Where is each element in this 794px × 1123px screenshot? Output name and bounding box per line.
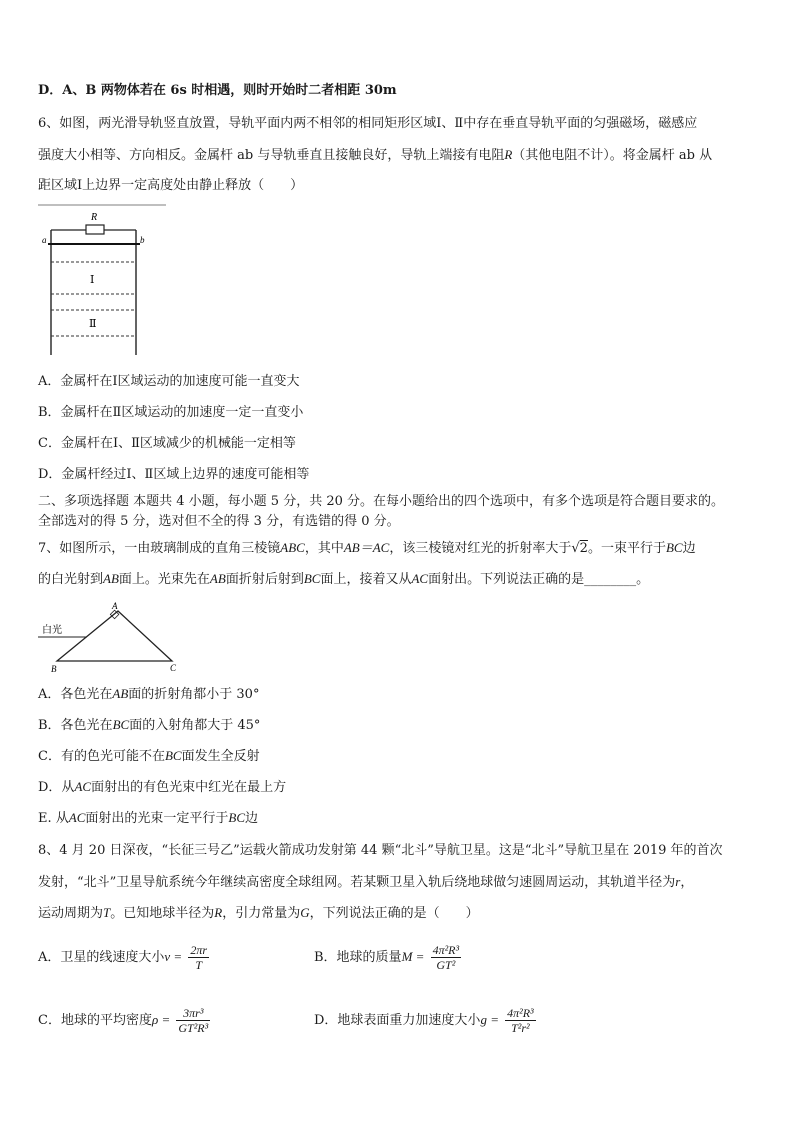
q8-stem-line2: 发射，“北斗”卫星导航系统今年继续高密度全球组网。若某颗卫星入轨后绕地球做匀速圆周运动，其轨道半径为r，	[38, 874, 694, 890]
q7-stem-line1: 7、如图所示，一由玻璃制成的直角三棱镜ABC，其中AB＝AC，该三棱镜对红光的折射率大于√2。一束平行于BC边	[38, 540, 696, 556]
q6-option-c: C．金属杆在Ⅰ、Ⅱ区域减少的机械能一定相等	[38, 436, 296, 451]
q6-option-d: D．金属杆经过Ⅰ、Ⅱ区域上边界的速度可能相等	[38, 467, 310, 482]
q6-stem-line3: 距区域Ⅰ上边界一定高度处由静止释放（ ）	[38, 178, 304, 193]
q5-option-d: D．A、B 两物体若在 6s 时相遇，则时开始时二者相距 30m	[38, 83, 397, 98]
q8-option-c: C．地球的平均密度ρ = $\frac{\text{3πr³}}{\text{GT²R³}}$	[38, 1006, 209, 1035]
label-region1: Ⅰ	[90, 273, 95, 286]
q7-option-d: D．从AC面射出的有色光束中红光在最上方	[38, 779, 287, 795]
resistor-symbol	[86, 225, 104, 234]
label-a: a	[42, 235, 47, 245]
q8-option-b: B．地球的质量M = $\frac{\text{4π²R³}}{\text{GT²}}$	[314, 943, 460, 972]
q6-option-b: B．金属杆在Ⅱ区域运动的加速度一定一直变小	[38, 405, 304, 420]
label-b: b	[140, 235, 145, 245]
q8-option-a: A．卫星的线速度大小v = $\frac{2\pi r}{T}$	[38, 943, 208, 972]
label-a: A	[112, 601, 118, 611]
q8-stem-line3: 运动周期为T。已知地球半径为R，引力常量为G，下列说法正确的是（ ）	[38, 905, 479, 921]
label-white-light: 白光	[42, 625, 62, 636]
formula-fraction: $\frac{\text{4π²R³}}{\text{T²r²}}$	[507, 1006, 534, 1035]
q8-stem-line1: 8、4 月 20 日深夜，“长征三号乙”运载火箭成功发射第 44 颗“北斗”导航卫星。这是“北斗”导航卫星在 2019 年的首次	[38, 843, 723, 858]
section2-heading-line1: 二、多项选择题 本题共 4 小题，每小题 5 分，共 20 分。在每小题给出的四个选项中，有多个选项是符合题目要求的。	[38, 494, 725, 509]
q7-option-a: A．各色光在AB面的折射角都小于 30°	[38, 686, 260, 702]
section2-heading-line2: 全部选对的得 5 分，选对但不全的得 3 分，有选错的得 0 分。	[38, 514, 400, 529]
q6-stem-line1: 6、如图，两光滑导轨竖直放置，导轨平面内两不相邻的相同矩形区域Ⅰ、Ⅱ中存在垂直导轨平面的匀强磁场，磁感应	[38, 116, 698, 131]
rails-figure	[36, 203, 171, 361]
q7-option-b: B．各色光在BC面的入射角都大于 45°	[38, 717, 261, 733]
sqrt-symbol: √	[571, 541, 580, 556]
prism-figure	[36, 599, 186, 675]
q7-option-c: C．有的色光可能不在BC面发生全反射	[38, 748, 260, 764]
label-region2: Ⅱ	[89, 317, 97, 330]
label-r: R	[91, 212, 98, 223]
q6-stem-line2: 强度大小相等、方向相反。金属杆 ab 与导轨垂直且接触良好，导轨上端接有电阻R（其他电阻不计）。将金属杆 ab 从	[38, 147, 713, 163]
formula-fraction: $\frac{\text{4π²R³}}{\text{GT²}}$	[432, 943, 460, 972]
q6-option-a: A．金属杆在Ⅰ区域运动的加速度可能一直变大	[38, 374, 300, 389]
label-c: C	[170, 663, 177, 673]
q8-option-d: D．地球表面重力加速度大小g = $\frac{\text{4π²R³}}{\text{T²r²}}$	[314, 1006, 534, 1035]
q7-option-e: E. 从AC面射出的光束一定平行于BC边	[38, 810, 259, 826]
formula-fraction: $\frac{2\pi r}{T}$	[190, 943, 208, 972]
label-b: B	[51, 664, 57, 674]
formula-fraction: $\frac{\text{3πr³}}{\text{GT²R³}}$	[178, 1006, 209, 1035]
q7-stem-line2: 的白光射到AB面上。光束先在AB面折射后射到BC面上，接着又从AC面射出。下列说法正确的是________。	[38, 571, 650, 587]
